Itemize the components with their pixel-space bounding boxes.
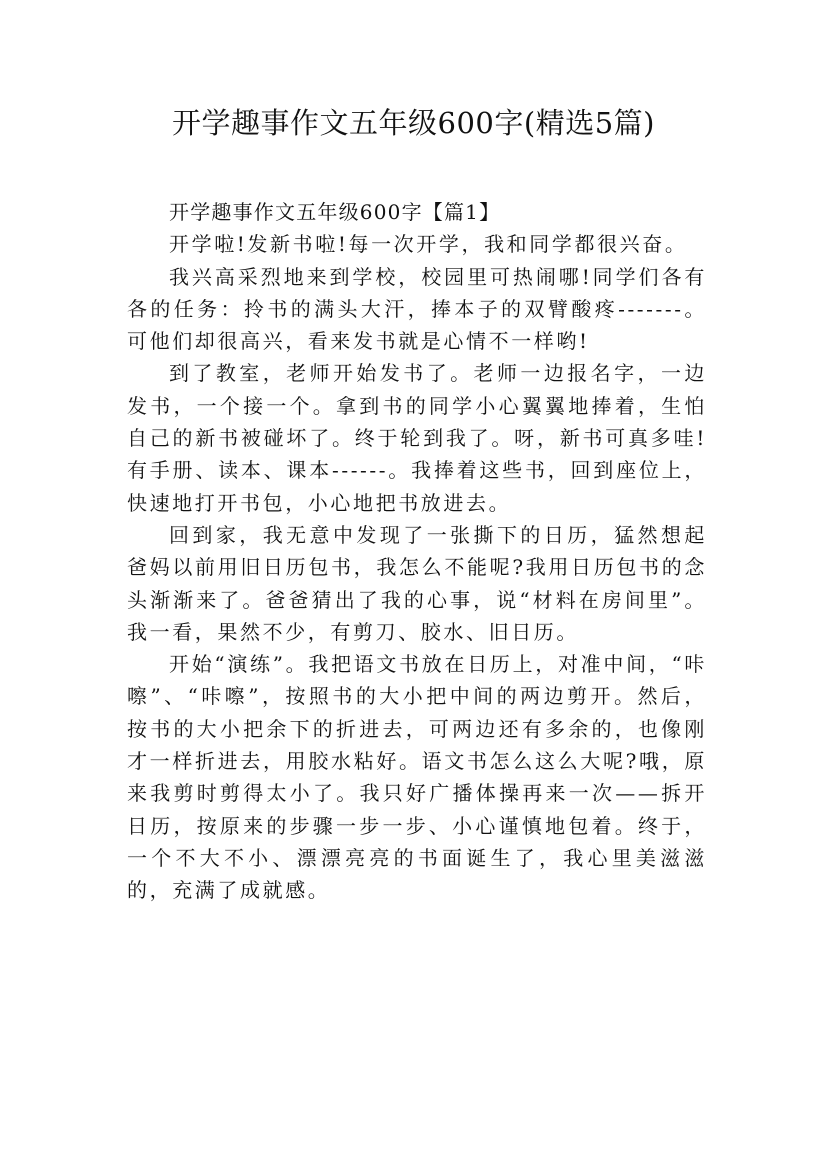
paragraph-3: 到了教室，老师开始发书了。老师一边报名字，一边发书，一个接一个。拿到书的同学小心翼翼地捧着，生怕自己的新书被碰坏了。终于轮到我了。呀，新书可真多哇!有手册、读本、课本------。我捧着这些书，回到座位上，快速地打开书包，小心地把书放进去。 (127, 361, 707, 515)
paragraph-4: 回到家，我无意中发现了一张撕下的日历，猛然想起爸妈以前用旧日历包书，我怎么不能呢?我用日历包书的念头渐渐来了。爸爸猜出了我的心事，说“材料在房间里”。我一看，果然不少，有剪刀、胶水、旧日历。 (127, 522, 707, 644)
document-title: 开学趣事作文五年级600字(精选5篇) (172, 106, 655, 140)
paragraph-5: 开始“演练”。我把语文书放在日历上，对准中间，“咔嚓”、“咔嚓”，按照书的大小把中间的两边剪开。然后，按书的大小把余下的折进去，可两边还有多余的，也像刚才一样折进去，用胶水粘好。语文书怎么这么大呢?哦，原来我剪时剪得太小了。我只好广播体操再来一次——拆开日历，按原来的步骤一步一步、小心谨慎地包着。终于，一个不大不小、漂漂亮亮的书面诞生了，我心里美滋滋的，充满了成就感。 (127, 652, 707, 903)
section-heading: 开学趣事作文五年级600字【篇1】 (169, 200, 501, 224)
paragraph-1: 开学啦!发新书啦!每一次开学，我和同学都很兴奋。 (169, 232, 688, 257)
document-body (127, 196, 707, 907)
paragraph-2: 我兴高采烈地来到学校，校园里可热闹哪!同学们各有各的任务：拎书的满头大汗，捧本子的双臂酸疼-------。可他们却很高兴，看来发书就是心情不一样哟! (127, 264, 707, 354)
